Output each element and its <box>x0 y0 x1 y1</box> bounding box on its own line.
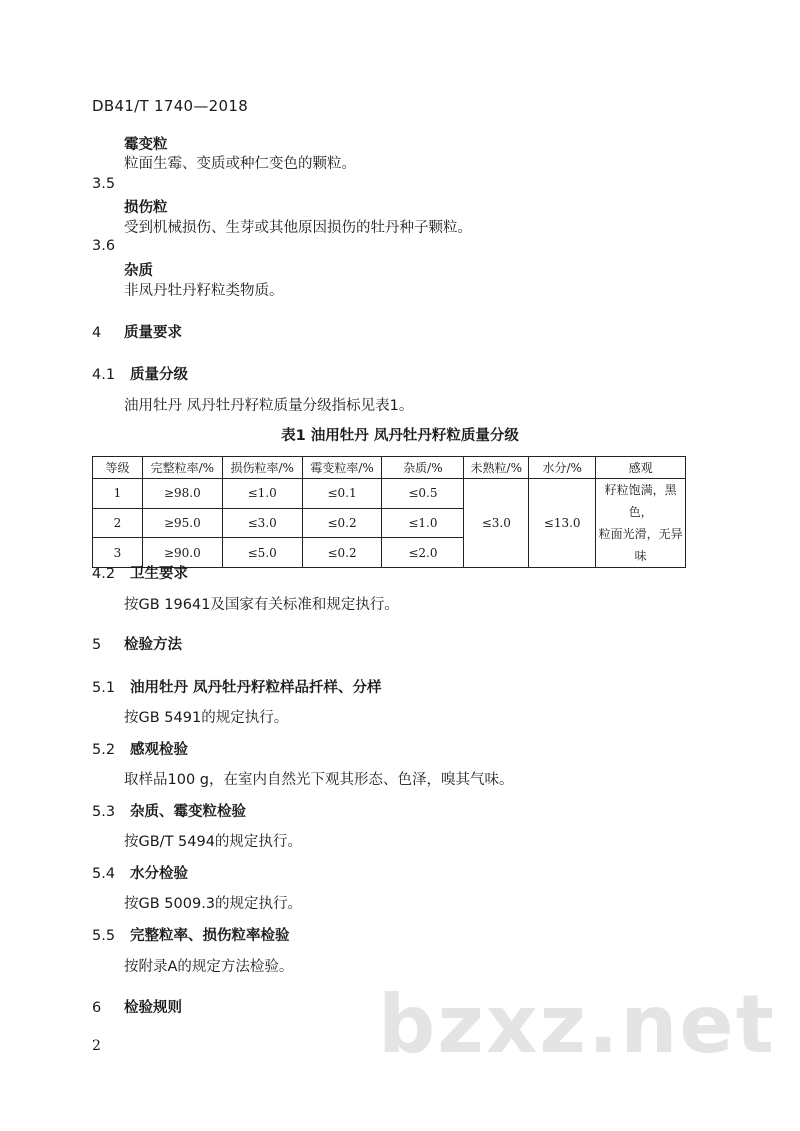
header-cell: 杂质/% <box>382 457 464 479</box>
section-number: 5.4 <box>92 866 116 882</box>
header-cell: 感观 <box>596 457 686 479</box>
section-title: 水分检验 <box>130 866 188 882</box>
header-cell: 损伤粒率/% <box>222 457 302 479</box>
section-4-heading <box>92 321 182 342</box>
term-number-damaged: 3.5 <box>92 176 116 192</box>
section-5-1-heading <box>92 676 382 697</box>
table-header-row <box>93 457 686 479</box>
document-code: DB41/T 1740—2018 <box>92 97 249 115</box>
header-cell: 霉变粒率/% <box>302 457 382 479</box>
section-title: 质量分级 <box>130 367 188 383</box>
sensory-line: 籽粒饱满，黑色， <box>604 483 677 519</box>
section-5-4-heading <box>92 862 188 883</box>
header-cell: 完整粒率/% <box>142 457 222 479</box>
table-cell-moisture: ≤13.0 <box>529 479 596 568</box>
section-5-2-text: 取样品100 g，在室内自然光下观其形态、色泽，嗅其气味。 <box>124 772 514 788</box>
section-number: 5.2 <box>92 742 116 758</box>
section-number: 5.5 <box>92 928 116 944</box>
section-number: 5 <box>92 637 102 653</box>
section-title: 油用牡丹 凤丹牡丹籽粒样品扦样、分样 <box>130 680 382 696</box>
term-title-impurity: 杂质 <box>124 263 153 279</box>
table-cell: ≤5.0 <box>222 538 302 568</box>
table-cell: 3 <box>93 538 143 568</box>
term-definition-mildew: 粒面生霉、变质或种仁变色的颗粒。 <box>124 156 356 172</box>
term-number-impurity: 3.6 <box>92 238 116 254</box>
section-number: 5.3 <box>92 804 116 820</box>
section-number: 6 <box>92 1000 102 1016</box>
header-cell: 等级 <box>93 457 143 479</box>
section-5-1-text: 按GB 5491的规定执行。 <box>124 710 289 726</box>
table-cell: ≤0.2 <box>302 538 382 568</box>
sensory-line: 粒面光滑，无异味 <box>598 527 683 563</box>
page-number: 2 <box>92 1038 101 1054</box>
table-cell-immature: ≤3.0 <box>464 479 529 568</box>
table-cell: ≤0.2 <box>302 508 382 538</box>
term-title-damaged: 损伤粒 <box>124 200 168 216</box>
table-cell: ≥90.0 <box>142 538 222 568</box>
term-definition-damaged: 受到机械损伤、生芽或其他原因损伤的牡丹种子颗粒。 <box>124 220 472 236</box>
section-5-3-text: 按GB/T 5494的规定执行。 <box>124 834 302 850</box>
section-number: 4.1 <box>92 367 116 383</box>
section-number: 4 <box>92 325 102 341</box>
table-caption: 表1 油用牡丹 凤丹牡丹籽粒质量分级 <box>281 428 519 444</box>
table-cell: ≤0.5 <box>382 479 464 509</box>
section-4-2-text: 按GB 19641及国家有关标准和规定执行。 <box>124 597 399 613</box>
header-cell: 水分/% <box>529 457 596 479</box>
section-5-2-heading <box>92 738 188 759</box>
table-cell: ≥95.0 <box>142 508 222 538</box>
section-title: 完整粒率、损伤粒率检验 <box>130 928 290 944</box>
table-cell: ≤3.0 <box>222 508 302 538</box>
section-title: 检验方法 <box>124 637 182 653</box>
term-definition-impurity: 非凤丹牡丹籽粒类物质。 <box>124 283 284 299</box>
section-title: 质量要求 <box>124 325 182 341</box>
section-number: 5.1 <box>92 680 116 696</box>
table-cell: 1 <box>93 479 143 509</box>
table-cell: ≤1.0 <box>222 479 302 509</box>
quality-grade-table <box>92 456 686 568</box>
section-5-3-heading <box>92 800 246 821</box>
section-4-1-heading <box>92 363 188 384</box>
table-cell-sensory <box>596 479 686 568</box>
table-cell: ≥98.0 <box>142 479 222 509</box>
table-row <box>93 479 686 509</box>
section-5-5-heading <box>92 924 290 945</box>
table-cell: ≤2.0 <box>382 538 464 568</box>
section-title: 检验规则 <box>124 1000 182 1016</box>
section-title: 感观检验 <box>130 742 188 758</box>
section-5-heading <box>92 633 182 654</box>
section-5-4-text: 按GB 5009.3的规定执行。 <box>124 896 303 912</box>
term-title-mildew: 霉变粒 <box>124 137 168 153</box>
section-4-2-heading <box>92 562 188 583</box>
section-6-heading <box>92 996 182 1017</box>
section-title: 卫生要求 <box>130 566 188 582</box>
section-title: 杂质、霉变粒检验 <box>130 804 246 820</box>
section-4-1-text: 油用牡丹 凤丹牡丹籽粒质量分级指标见表1。 <box>124 398 414 414</box>
watermark: bzxz.net <box>378 978 776 1071</box>
table-cell: 2 <box>93 508 143 538</box>
section-5-5-text: 按附录A的规定方法检验。 <box>124 959 294 975</box>
table-cell: ≤0.1 <box>302 479 382 509</box>
table-cell: ≤1.0 <box>382 508 464 538</box>
header-cell: 未熟粒/% <box>464 457 529 479</box>
section-number: 4.2 <box>92 566 116 582</box>
